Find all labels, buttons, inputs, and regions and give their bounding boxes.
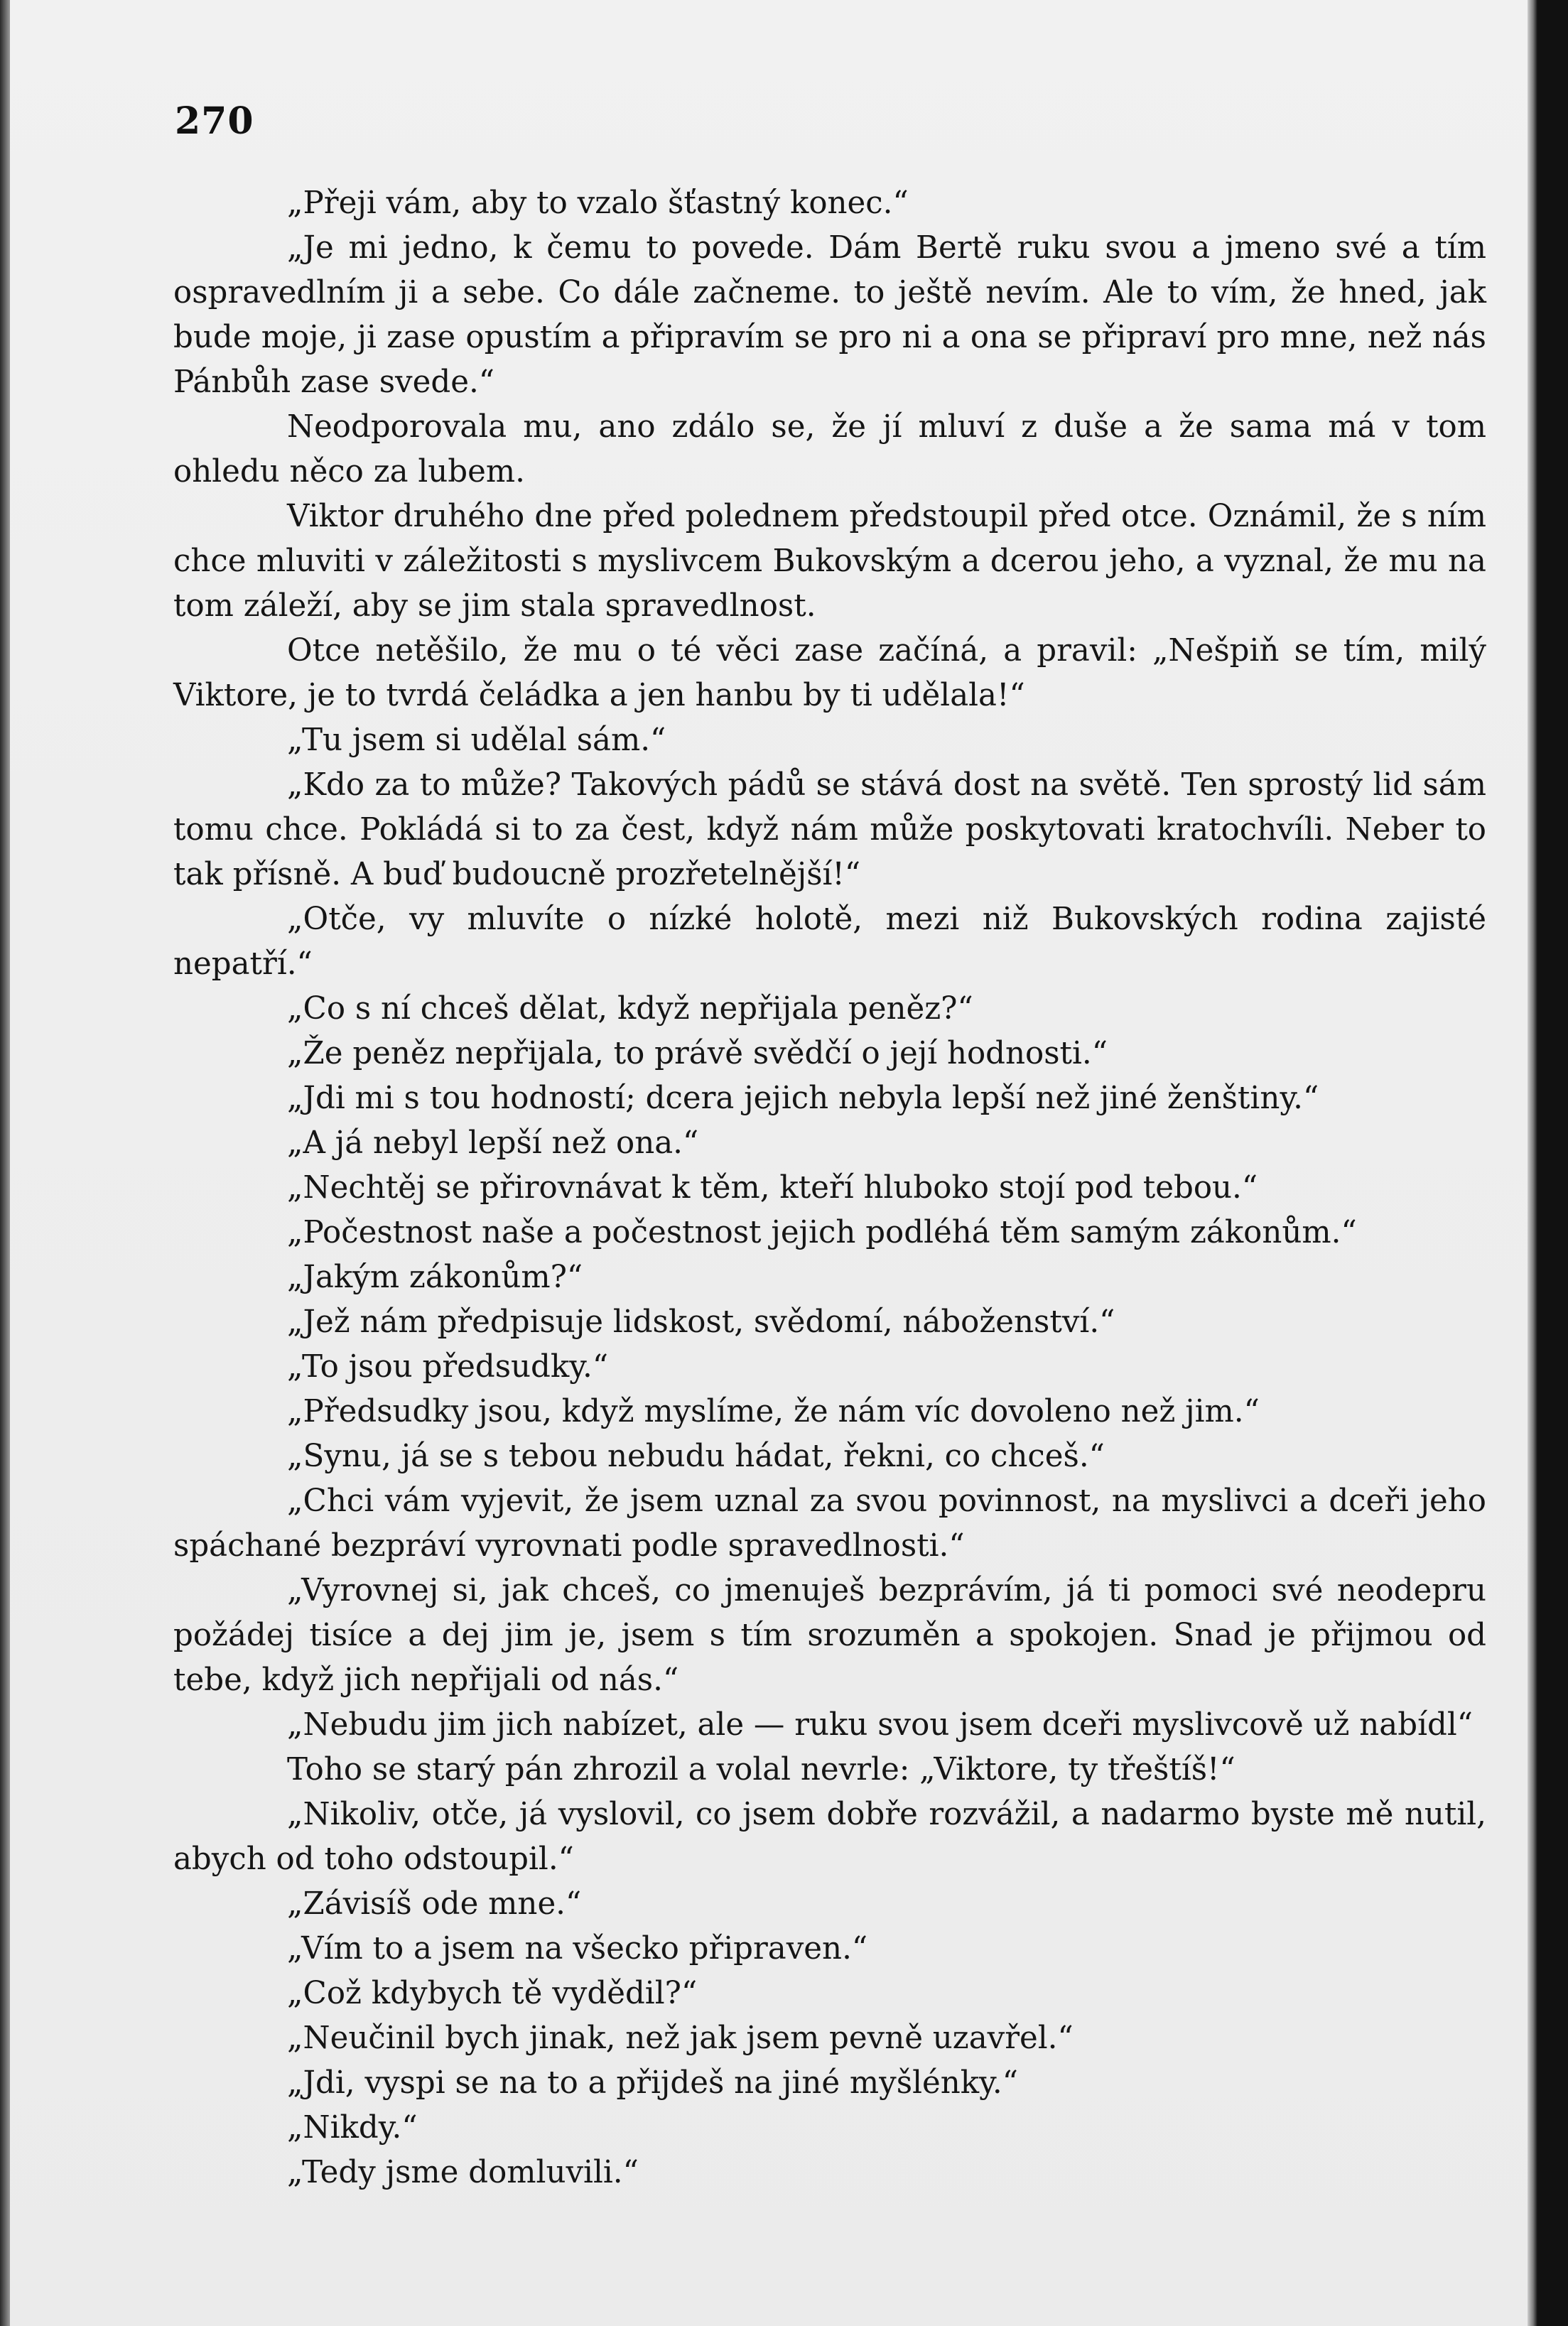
paragraph: „Počestnost naše a počestnost jejich podléhá těm samým zákonům.“	[287, 1215, 1357, 1250]
paragraph: „Je mi jedno, k čemu to povede. Dám Bertě ruku svou a jmeno své a tím ospravedlním ji a sebe. Co dále začneme. to ještě nevím. Ale to vím, že hned, jak bude moje, ji zase opustím a připravím se pro ni a ona se připraví pro mne, než nás Pánbůh zase svede.“	[173, 230, 1486, 400]
paragraph: „Předsudky jsou, když myslíme, že nám víc dovoleno než jim.“	[287, 1394, 1260, 1429]
paragraph: „Přeji vám, aby to vzalo šťastný konec.“	[287, 185, 909, 221]
paragraph: „Jakým zákonům?“	[287, 1260, 583, 1295]
paragraph: „Což kdybych tě vydědil?“	[287, 1976, 698, 2011]
scan-edge-left	[0, 0, 10, 2326]
paragraph: „Co s ní chceš dělat, když nepřijala peněz?“	[287, 991, 973, 1027]
paragraph: „Tedy jsme domluvili.“	[287, 2155, 639, 2190]
paragraph: „Jež nám předpisuje lidskost, svědomí, náboženství.“	[287, 1304, 1115, 1340]
body-text	[173, 181, 1486, 2195]
paragraph: Viktor druhého dne před polednem předstoupil před otce. Oznámil, že s ním chce mluviti v záležitosti s myslivcem Bukovským a dcerou jeho, a vyznal, že mu na tom záleží, aby se jim stala spravedlnost.	[173, 499, 1486, 624]
paragraph: „Otče, vy mluvíte o nízké holotě, mezi niž Bukovských rodina zajisté nepatří.“	[173, 902, 1486, 982]
paragraph: „Nikdy.“	[287, 2110, 418, 2146]
paragraph: „Závisíš ode mne.“	[287, 1886, 582, 1922]
paragraph: „Vyrovnej si, jak chceš, co jmenuješ bezprávím, já ti pomoci své neodepru požádej tisíce a dej jim je, jsem s tím srozuměn a spokojen. Snad je přijmou od tebe, když jich nepřijali od nás.“	[173, 1573, 1486, 1698]
paragraph: „Vím to a jsem na všecko připraven.“	[287, 1931, 868, 1967]
paragraph: „Synu, já se s tebou nebudu hádat, řekni, co chceš.“	[287, 1439, 1105, 1474]
paragraph: „Jdi mi s tou hodností; dcera jejich nebyla lepší než jiné ženštiny.“	[287, 1081, 1319, 1116]
paragraph: „Kdo za to může? Takových pádů se stává dost na světě. Ten sprostý lid sám tomu chce. Pokládá si to za čest, když nám může poskytovati kratochvíli. Neber to tak přísně. A buď budoucně prozřetelnější!“	[173, 767, 1486, 892]
paragraph: „Že peněz nepřijala, to právě svědčí o její hodnosti.“	[287, 1036, 1108, 1071]
page-number: 270	[175, 99, 254, 143]
paragraph: Toho se starý pán zhrozil a volal nevrle: „Viktore, ty třeštíš!“	[287, 1752, 1236, 1787]
paragraph: „Tu jsem si udělal sám.“	[287, 723, 666, 758]
paragraph: „Jdi, vyspi se na to a přijdeš na jiné myšlénky.“	[287, 2065, 1018, 2101]
scan-edge-right	[1528, 0, 1568, 2326]
book-page	[10, 0, 1528, 2326]
paragraph: Otce netěšilo, že mu o té věci zase začíná, a pravil: „Nešpiň se tím, milý Viktore, je to tvrdá čeládka a jen hanbu by ti udělala!“	[173, 633, 1486, 713]
paragraph: „A já nebyl lepší než ona.“	[287, 1125, 699, 1161]
paragraph: Neodporovala mu, ano zdálo se, že jí mluví z duše a že sama má v tom ohledu něco za lubem.	[173, 409, 1486, 489]
paragraph: „Nebudu jim jich nabízet, ale — ruku svou jsem dceři myslivcově už nabídl“	[287, 1707, 1473, 1743]
paragraph: „Neučinil bych jinak, než jak jsem pevně uzavřel.“	[287, 2021, 1074, 2056]
paragraph: „To jsou předsudky.“	[287, 1349, 609, 1385]
paragraph: „Nechtěj se přirovnávat k těm, kteří hluboko stojí pod tebou.“	[287, 1170, 1258, 1206]
paragraph: „Chci vám vyjevit, že jsem uznal za svou povinnost, na myslivci a dceři jeho spáchané bezpráví vyrovnati podle spravedlnosti.“	[173, 1483, 1486, 1564]
paragraph: „Nikoliv, otče, já vyslovil, co jsem dobře rozvážil, a nadarmo byste mě nutil, abych od toho odstoupil.“	[173, 1797, 1486, 1877]
